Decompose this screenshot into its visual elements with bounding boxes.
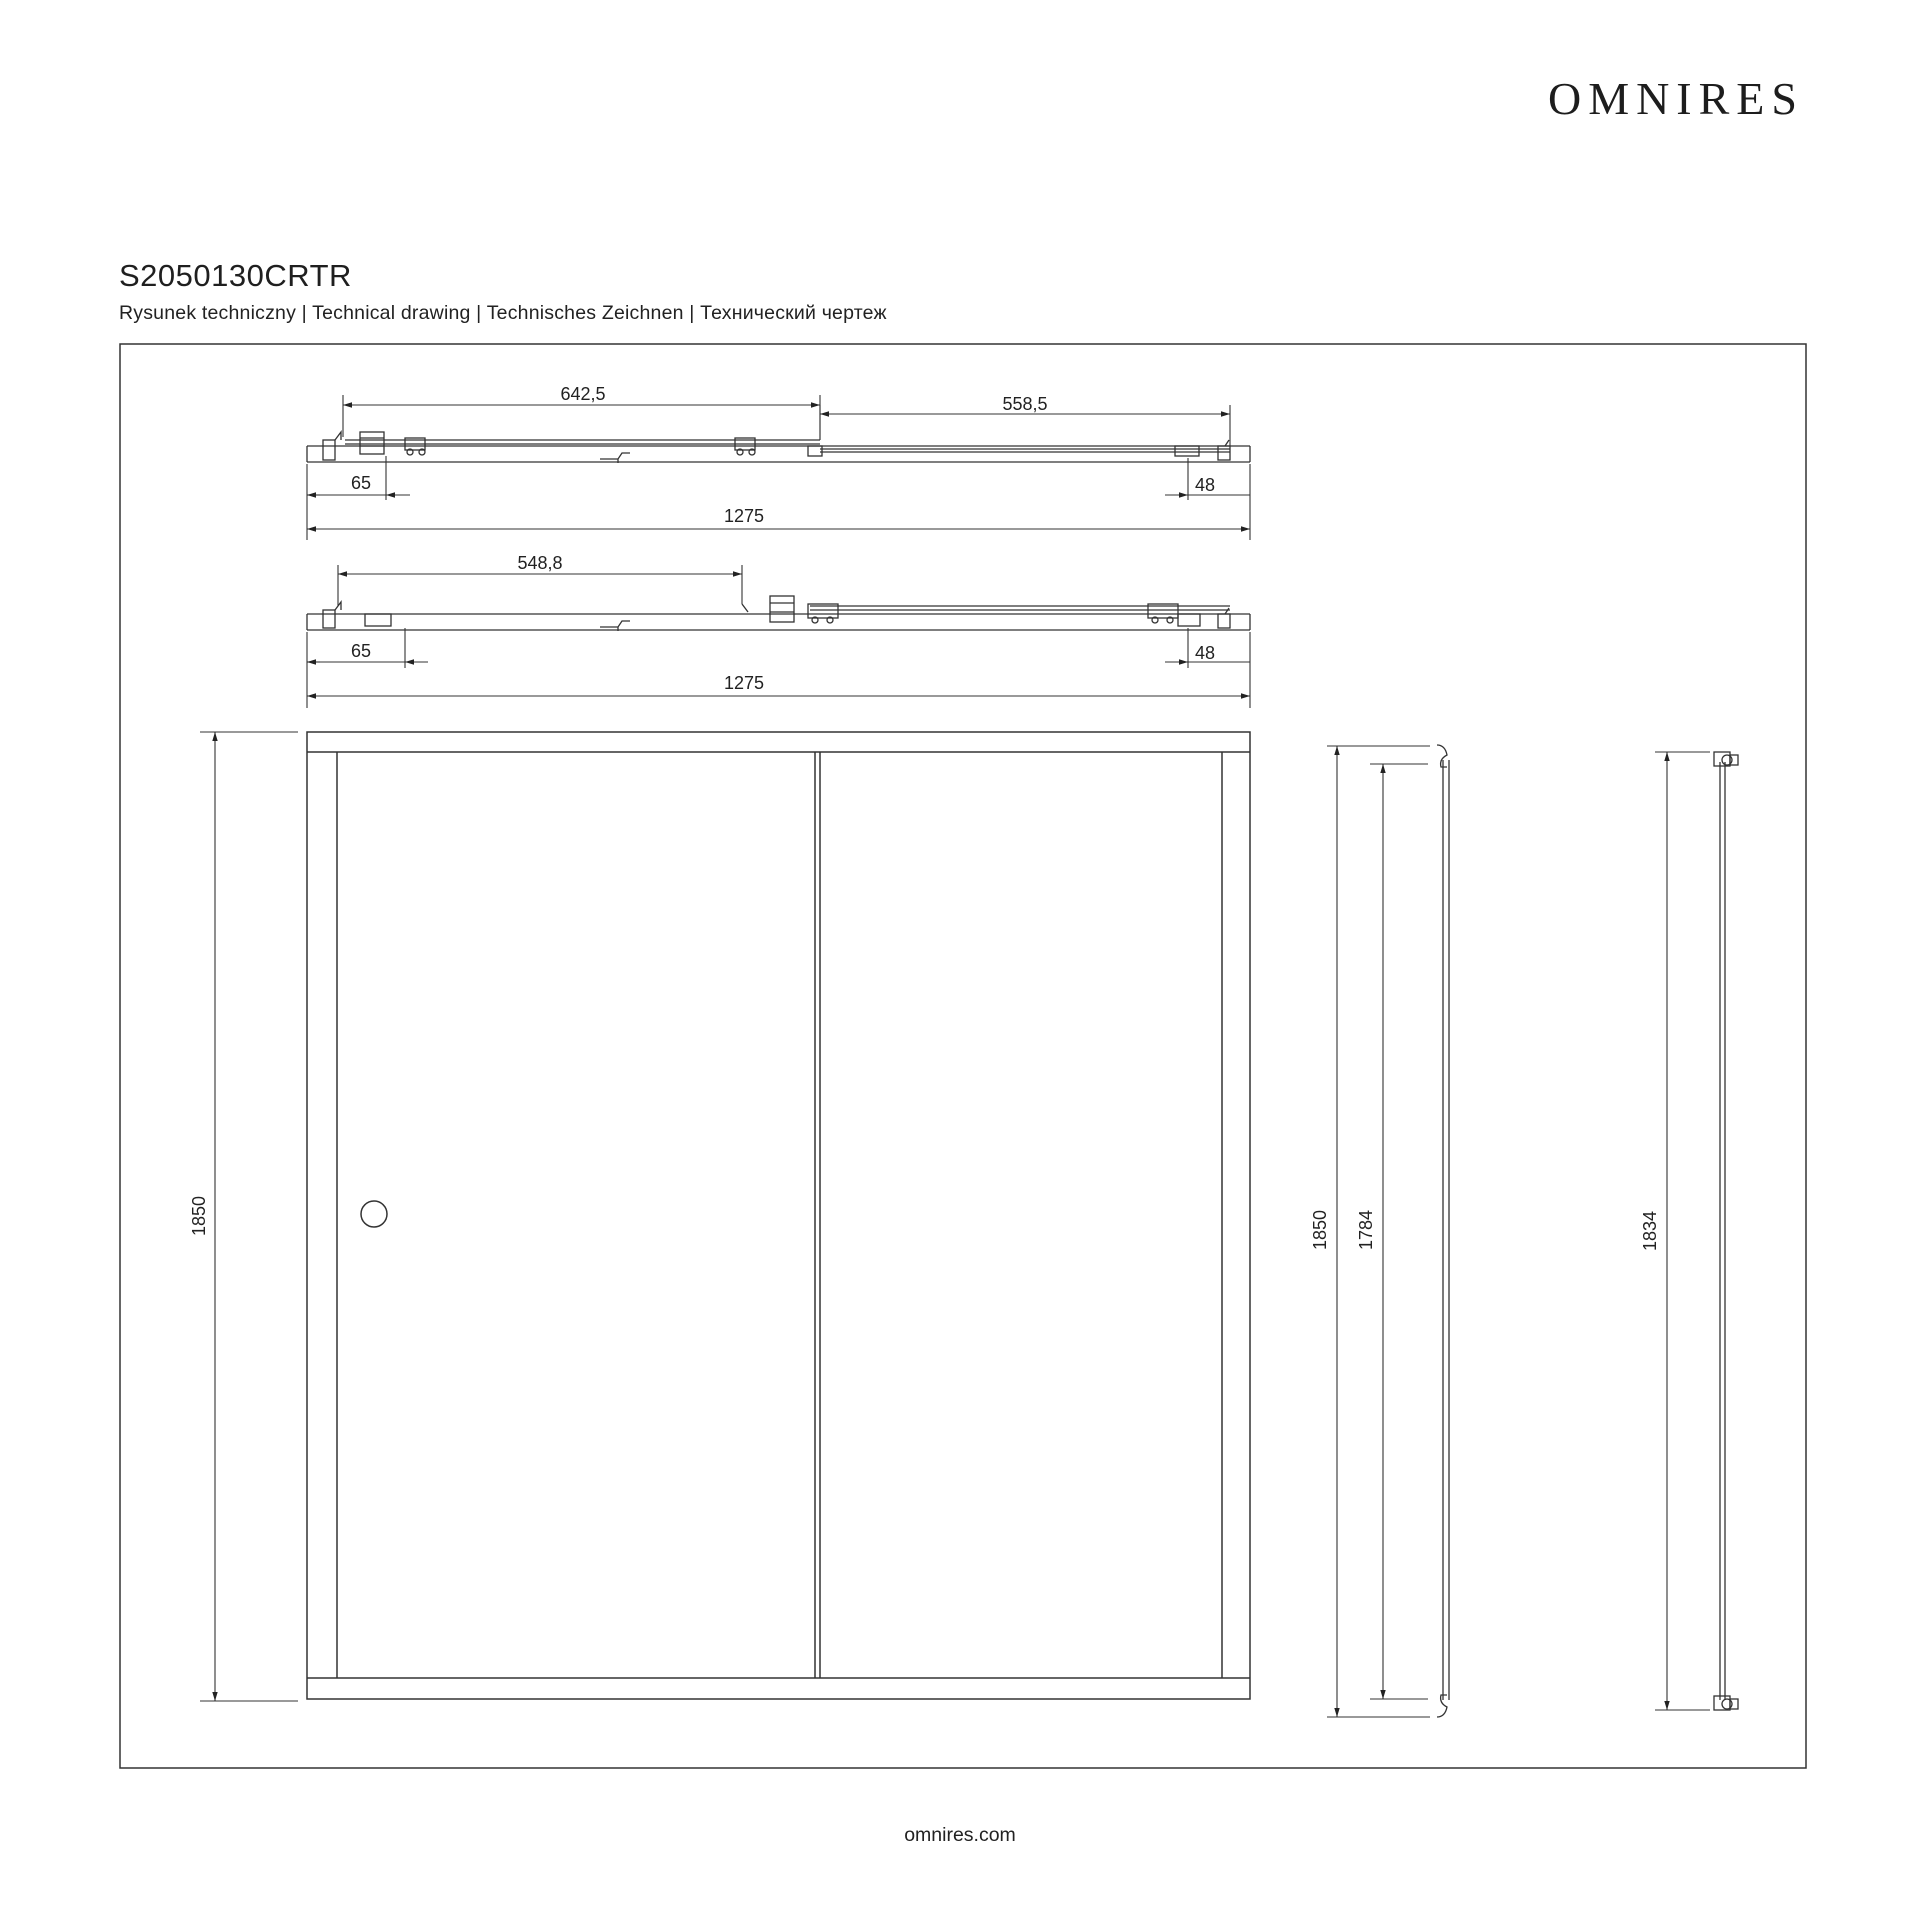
top-view-open — [307, 432, 1250, 463]
dim-65-closed: 65 — [350, 641, 372, 661]
product-code: S2050130CRTR — [119, 258, 352, 293]
drawing-frame — [120, 344, 1806, 1768]
dim-height-1850-side: 1850 — [1310, 1209, 1330, 1251]
dim-65-open: 65 — [350, 473, 372, 493]
dim-1275-open: 1275 — [723, 506, 765, 526]
drawing-subtitle: Rysunek techniczny | Technical drawing | Technisches Zeichnen | Технический чертеж — [119, 302, 887, 324]
dim-height-1784: 1784 — [1356, 1209, 1376, 1251]
dim-548-8: 548,8 — [517, 553, 563, 573]
side-view-handle — [1437, 745, 1449, 1717]
dim-642-5: 642,5 — [560, 384, 606, 404]
top-view-closed — [307, 596, 1250, 631]
front-view — [307, 732, 1250, 1699]
dim-height-1834: 1834 — [1640, 1210, 1660, 1252]
footer-website: omnires.com — [904, 1824, 1016, 1846]
dim-48-closed: 48 — [1194, 643, 1216, 663]
door-knob — [361, 1201, 387, 1227]
dim-1275-closed: 1275 — [723, 673, 765, 693]
brand-logo: OMNIRES — [1547, 73, 1804, 124]
dim-height-1850-front: 1850 — [189, 1195, 209, 1237]
side-view-rollers — [1714, 752, 1738, 1710]
dim-558-5: 558,5 — [1002, 394, 1048, 414]
dim-48-open: 48 — [1194, 475, 1216, 495]
